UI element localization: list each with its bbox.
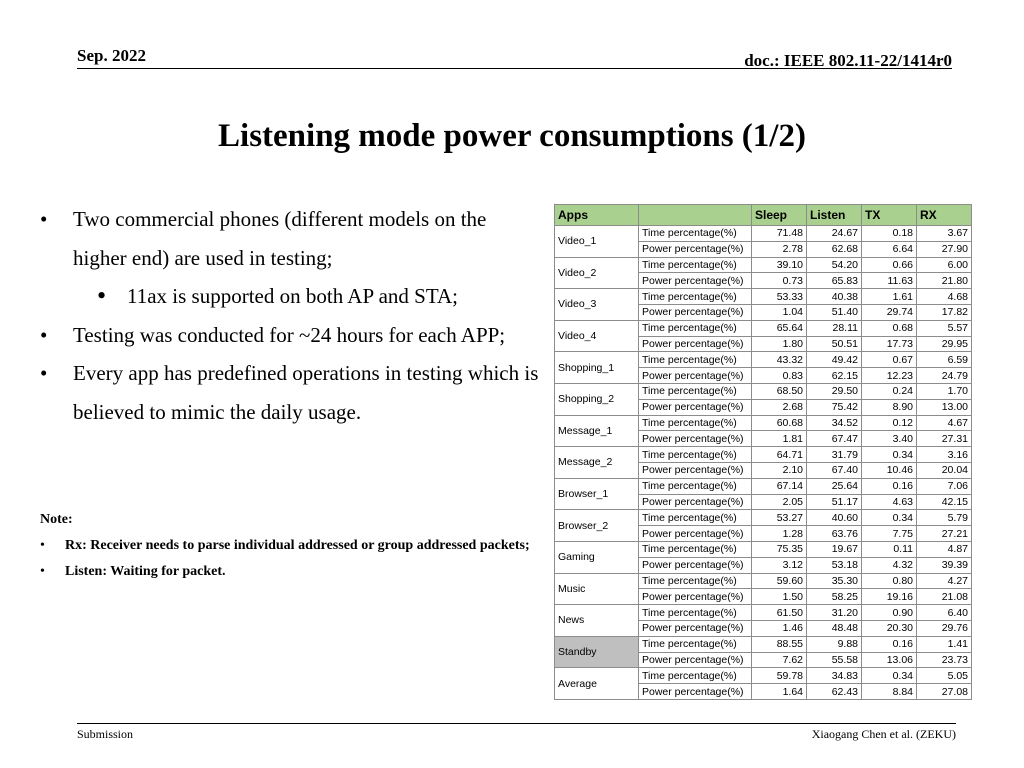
value-cell: 59.60 — [752, 573, 807, 589]
bullet-dot-icon: • — [40, 538, 45, 553]
value-cell: 0.16 — [862, 636, 917, 652]
value-cell: 29.50 — [807, 383, 862, 399]
table-row — [555, 510, 972, 526]
value-cell: 21.80 — [917, 273, 972, 289]
value-cell: 31.20 — [807, 605, 862, 621]
metric-label-cell: Time percentage(%) — [639, 668, 752, 684]
value-cell: 55.58 — [807, 652, 862, 668]
value-cell: 4.27 — [917, 573, 972, 589]
metric-label-cell: Time percentage(%) — [639, 320, 752, 336]
value-cell: 59.78 — [752, 668, 807, 684]
app-name-cell: Shopping_2 — [555, 383, 639, 415]
value-cell: 11.63 — [862, 273, 917, 289]
value-cell: 42.15 — [917, 494, 972, 510]
value-cell: 53.33 — [752, 289, 807, 305]
value-cell: 0.83 — [752, 368, 807, 384]
metric-label-cell: Time percentage(%) — [639, 510, 752, 526]
app-name-cell: Browser_2 — [555, 510, 639, 542]
bullet-list — [40, 200, 540, 431]
value-cell: 54.20 — [807, 257, 862, 273]
value-cell: 1.46 — [752, 620, 807, 636]
bullet-dot-icon: • — [40, 207, 48, 231]
metric-label-cell: Power percentage(%) — [639, 399, 752, 415]
app-name-cell: Video_2 — [555, 257, 639, 289]
metric-label-cell: Power percentage(%) — [639, 684, 752, 700]
header-divider — [77, 68, 952, 69]
table-row — [555, 573, 972, 589]
table-row — [555, 447, 972, 463]
metric-label-cell: Power percentage(%) — [639, 652, 752, 668]
value-cell: 8.84 — [862, 684, 917, 700]
metric-label-cell: Power percentage(%) — [639, 336, 752, 352]
value-cell: 50.51 — [807, 336, 862, 352]
metric-label-cell: Time percentage(%) — [639, 605, 752, 621]
value-cell: 6.40 — [917, 605, 972, 621]
value-cell: 29.95 — [917, 336, 972, 352]
value-cell: 19.16 — [862, 589, 917, 605]
value-cell: 53.18 — [807, 557, 862, 573]
note-text: Listen: Waiting for packet. — [65, 564, 226, 579]
bullet-dot-icon: • — [40, 322, 48, 347]
value-cell: 27.31 — [917, 431, 972, 447]
header-metric — [639, 205, 752, 226]
value-cell: 34.83 — [807, 668, 862, 684]
metric-label-cell: Time percentage(%) — [639, 478, 752, 494]
value-cell: 20.04 — [917, 462, 972, 478]
value-cell: 67.14 — [752, 478, 807, 494]
value-cell: 13.06 — [862, 652, 917, 668]
metric-label-cell: Power percentage(%) — [639, 273, 752, 289]
value-cell: 49.42 — [807, 352, 862, 368]
footer-submission: Submission — [77, 727, 134, 741]
table-row — [555, 226, 972, 242]
note-item — [40, 533, 540, 559]
value-cell: 61.50 — [752, 605, 807, 621]
value-cell: 0.18 — [862, 226, 917, 242]
metric-label-cell: Time percentage(%) — [639, 289, 752, 305]
value-cell: 0.34 — [862, 510, 917, 526]
value-cell: 0.12 — [862, 415, 917, 431]
value-cell: 21.08 — [917, 589, 972, 605]
footer-divider — [77, 723, 956, 724]
value-cell: 0.11 — [862, 541, 917, 557]
value-cell: 1.04 — [752, 304, 807, 320]
value-cell: 1.28 — [752, 526, 807, 542]
note-section — [40, 507, 540, 585]
power-table — [554, 204, 972, 700]
value-cell: 27.90 — [917, 241, 972, 257]
table-row — [555, 320, 972, 336]
app-name-cell: Gaming — [555, 541, 639, 573]
value-cell: 2.78 — [752, 241, 807, 257]
table-row — [555, 383, 972, 399]
metric-label-cell: Power percentage(%) — [639, 462, 752, 478]
value-cell: 29.74 — [862, 304, 917, 320]
value-cell: 4.67 — [917, 415, 972, 431]
value-cell: 51.17 — [807, 494, 862, 510]
header-rx: RX — [917, 205, 972, 226]
value-cell: 17.82 — [917, 304, 972, 320]
value-cell: 75.42 — [807, 399, 862, 415]
table-row — [555, 257, 972, 273]
value-cell: 8.90 — [862, 399, 917, 415]
value-cell: 28.11 — [807, 320, 862, 336]
value-cell: 4.87 — [917, 541, 972, 557]
value-cell: 13.00 — [917, 399, 972, 415]
value-cell: 23.73 — [917, 652, 972, 668]
bullet-item — [40, 200, 540, 277]
value-cell: 0.34 — [862, 668, 917, 684]
bullet-dot-icon: • — [97, 281, 107, 310]
value-cell: 40.60 — [807, 510, 862, 526]
value-cell: 3.67 — [917, 226, 972, 242]
table-row — [555, 668, 972, 684]
metric-label-cell: Power percentage(%) — [639, 368, 752, 384]
value-cell: 6.64 — [862, 241, 917, 257]
value-cell: 27.08 — [917, 684, 972, 700]
value-cell: 35.30 — [807, 573, 862, 589]
value-cell: 67.40 — [807, 462, 862, 478]
value-cell: 29.76 — [917, 620, 972, 636]
value-cell: 17.73 — [862, 336, 917, 352]
value-cell: 1.41 — [917, 636, 972, 652]
table-row — [555, 541, 972, 557]
metric-label-cell: Time percentage(%) — [639, 352, 752, 368]
value-cell: 62.15 — [807, 368, 862, 384]
value-cell: 0.34 — [862, 447, 917, 463]
value-cell: 7.75 — [862, 526, 917, 542]
value-cell: 27.21 — [917, 526, 972, 542]
app-name-cell: News — [555, 605, 639, 637]
header-date: Sep. 2022 — [77, 46, 146, 65]
bullet-dot-icon: • — [40, 361, 48, 385]
value-cell: 51.40 — [807, 304, 862, 320]
table-row — [555, 352, 972, 368]
metric-label-cell: Power percentage(%) — [639, 431, 752, 447]
value-cell: 24.79 — [917, 368, 972, 384]
value-cell: 3.16 — [917, 447, 972, 463]
value-cell: 1.70 — [917, 383, 972, 399]
value-cell: 0.73 — [752, 273, 807, 289]
value-cell: 19.67 — [807, 541, 862, 557]
value-cell: 88.55 — [752, 636, 807, 652]
metric-label-cell: Time percentage(%) — [639, 447, 752, 463]
value-cell: 1.61 — [862, 289, 917, 305]
power-table-container — [554, 204, 972, 700]
value-cell: 10.46 — [862, 462, 917, 478]
table-row — [555, 415, 972, 431]
value-cell: 0.68 — [862, 320, 917, 336]
bullet-item — [40, 316, 540, 355]
value-cell: 4.68 — [917, 289, 972, 305]
value-cell: 2.05 — [752, 494, 807, 510]
value-cell: 0.16 — [862, 478, 917, 494]
app-name-cell: Average — [555, 668, 639, 700]
table-row — [555, 478, 972, 494]
value-cell: 0.66 — [862, 257, 917, 273]
value-cell: 4.32 — [862, 557, 917, 573]
value-cell: 48.48 — [807, 620, 862, 636]
value-cell: 6.00 — [917, 257, 972, 273]
value-cell: 2.68 — [752, 399, 807, 415]
value-cell: 43.32 — [752, 352, 807, 368]
app-name-cell: Video_3 — [555, 289, 639, 321]
app-name-cell: Standby — [555, 636, 639, 668]
value-cell: 53.27 — [752, 510, 807, 526]
bullet-dot-icon: • — [40, 564, 45, 579]
value-cell: 1.80 — [752, 336, 807, 352]
header-sleep: Sleep — [752, 205, 807, 226]
value-cell: 62.68 — [807, 241, 862, 257]
app-name-cell: Music — [555, 573, 639, 605]
header-doc-id: doc.: IEEE 802.11-22/1414r0 — [744, 51, 952, 70]
value-cell: 7.62 — [752, 652, 807, 668]
table-body — [555, 226, 972, 700]
value-cell: 20.30 — [862, 620, 917, 636]
value-cell: 1.50 — [752, 589, 807, 605]
table-row — [555, 605, 972, 621]
value-cell: 39.10 — [752, 257, 807, 273]
metric-label-cell: Time percentage(%) — [639, 636, 752, 652]
note-item — [40, 559, 540, 585]
metric-label-cell: Power percentage(%) — [639, 241, 752, 257]
app-name-cell: Video_1 — [555, 226, 639, 258]
metric-label-cell: Time percentage(%) — [639, 415, 752, 431]
metric-label-cell: Time percentage(%) — [639, 257, 752, 273]
header-tx: TX — [862, 205, 917, 226]
footer-authors: Xiaogang Chen et al. (ZEKU) — [811, 727, 956, 741]
value-cell: 24.67 — [807, 226, 862, 242]
value-cell: 1.64 — [752, 684, 807, 700]
app-name-cell: Video_4 — [555, 320, 639, 352]
value-cell: 4.63 — [862, 494, 917, 510]
value-cell: 6.59 — [917, 352, 972, 368]
value-cell: 0.80 — [862, 573, 917, 589]
metric-label-cell: Power percentage(%) — [639, 494, 752, 510]
value-cell: 3.40 — [862, 431, 917, 447]
app-name-cell: Shopping_1 — [555, 352, 639, 384]
value-cell: 5.05 — [917, 668, 972, 684]
bullet-text: Every app has predefined operations in testing which is believed to mimic the daily usage. — [73, 361, 539, 424]
metric-label-cell: Time percentage(%) — [639, 383, 752, 399]
value-cell: 0.67 — [862, 352, 917, 368]
value-cell: 1.81 — [752, 431, 807, 447]
app-name-cell: Message_1 — [555, 415, 639, 447]
app-name-cell: Browser_1 — [555, 478, 639, 510]
table-row — [555, 289, 972, 305]
value-cell: 34.52 — [807, 415, 862, 431]
value-cell: 58.25 — [807, 589, 862, 605]
app-name-cell: Message_2 — [555, 447, 639, 479]
table-row — [555, 636, 972, 652]
slide-title: Listening mode power consumptions (1/2) — [218, 118, 806, 154]
value-cell: 5.79 — [917, 510, 972, 526]
value-cell: 31.79 — [807, 447, 862, 463]
metric-label-cell: Power percentage(%) — [639, 526, 752, 542]
value-cell: 12.23 — [862, 368, 917, 384]
value-cell: 75.35 — [752, 541, 807, 557]
value-cell: 65.64 — [752, 320, 807, 336]
value-cell: 0.24 — [862, 383, 917, 399]
value-cell: 68.50 — [752, 383, 807, 399]
value-cell: 3.12 — [752, 557, 807, 573]
value-cell: 65.83 — [807, 273, 862, 289]
metric-label-cell: Time percentage(%) — [639, 573, 752, 589]
metric-label-cell: Power percentage(%) — [639, 557, 752, 573]
header-listen: Listen — [807, 205, 862, 226]
value-cell: 60.68 — [752, 415, 807, 431]
metric-label-cell: Power percentage(%) — [639, 589, 752, 605]
value-cell: 64.71 — [752, 447, 807, 463]
value-cell: 39.39 — [917, 557, 972, 573]
note-text: Rx: Receiver needs to parse individual addressed or group addressed packets; — [65, 538, 530, 553]
table-header-row — [555, 205, 972, 226]
bullet-item — [40, 354, 540, 431]
value-cell: 0.90 — [862, 605, 917, 621]
value-cell: 5.57 — [917, 320, 972, 336]
value-cell: 40.38 — [807, 289, 862, 305]
metric-label-cell: Time percentage(%) — [639, 541, 752, 557]
value-cell: 2.10 — [752, 462, 807, 478]
value-cell: 9.88 — [807, 636, 862, 652]
note-label: Note: — [40, 512, 73, 527]
value-cell: 25.64 — [807, 478, 862, 494]
metric-label-cell: Power percentage(%) — [639, 620, 752, 636]
value-cell: 67.47 — [807, 431, 862, 447]
value-cell: 63.76 — [807, 526, 862, 542]
header-apps: Apps — [555, 205, 639, 226]
value-cell: 7.06 — [917, 478, 972, 494]
sub-bullet-item — [40, 277, 540, 316]
value-cell: 71.48 — [752, 226, 807, 242]
metric-label-cell: Time percentage(%) — [639, 226, 752, 242]
metric-label-cell: Power percentage(%) — [639, 304, 752, 320]
bullet-text: 11ax is supported on both AP and STA; — [127, 284, 459, 308]
bullet-text: Testing was conducted for ~24 hours for each APP; — [73, 322, 506, 347]
value-cell: 62.43 — [807, 684, 862, 700]
bullet-text: Two commercial phones (different models on the higher end) are used in testing; — [73, 207, 487, 270]
